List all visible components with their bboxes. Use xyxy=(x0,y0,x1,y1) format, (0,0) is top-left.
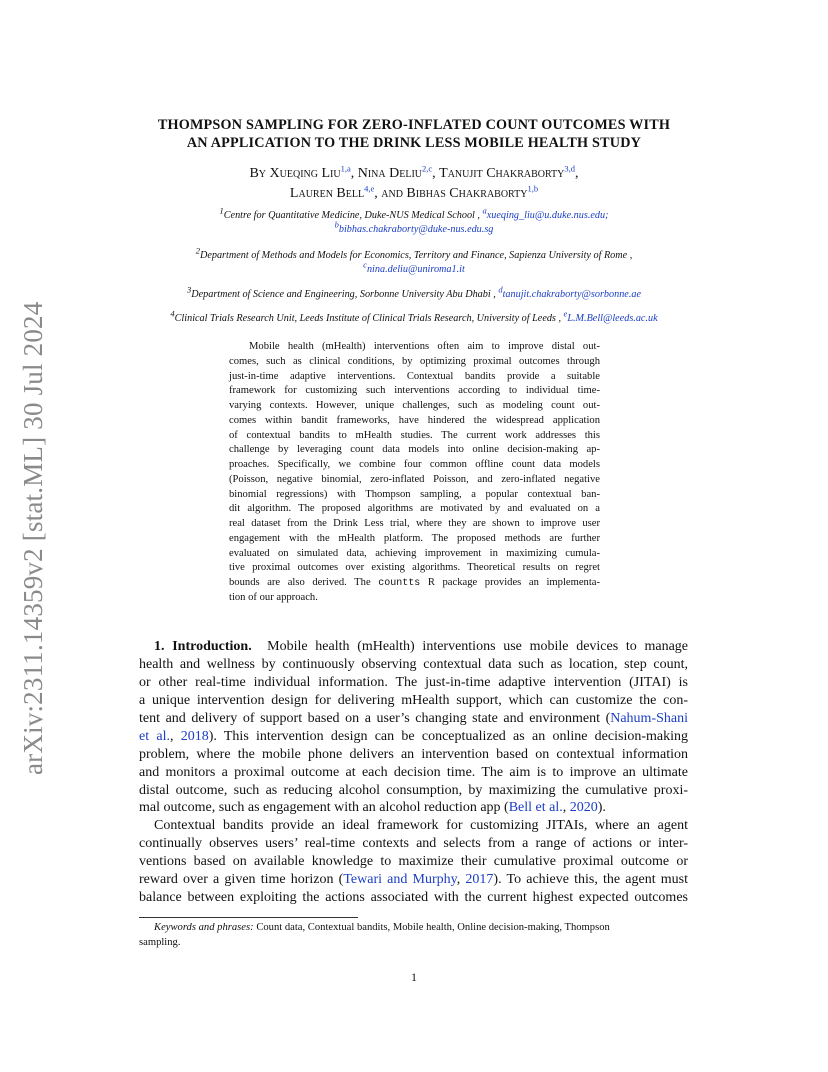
affiliation-3: $^3$Department of Science and Engineering, Sorbonne University Abu Dhabi , $^d$tanujit.chakraborty@sorbonne.ae xyxy=(187,284,641,300)
body-line: ventions based on available knowledge to maximize their cumulative proximal outcome or xyxy=(139,854,688,870)
citation-link-tewari[interactable]: Tewari and Murphy xyxy=(343,872,457,888)
abstract-line: just-in-time adaptive interventions. Contextual bandits provide a suitable xyxy=(229,370,600,382)
keywords-footnote: Keywords and phrases: Count data, Contextual bandits, Mobile health, Online decision-making, Thompson sampling. xyxy=(139,922,610,948)
author-4-affil-link[interactable]: 4,e xyxy=(364,183,375,194)
email-link-nina[interactable]: nina.deliu@uniroma1.it xyxy=(366,264,465,275)
body-line: health and wellness by continuously observing contextual data such as location, step count, xyxy=(139,656,688,672)
abstract-line: binomial regressions) with Thompson sampling, a popular contextual ban- xyxy=(229,488,600,500)
author-line-1: By Xueqing Liu$^{1,a}$, Nina Deliu$^{2,c}$, Tanujit Chakraborty$^{3,d}$, xyxy=(249,163,579,181)
body-line: problem, where the mobile phone delivers an intervention based on contextual information xyxy=(139,746,688,762)
citation-link-nahum-shani[interactable]: Nahum-Shani xyxy=(610,710,688,726)
author-4: Lauren Bell xyxy=(289,186,365,201)
email-link-xueqing[interactable]: xueqing_liu@u.duke.nus.edu; xyxy=(486,210,609,221)
abstract-line: (Poisson, negative binomial, zero-inflated Poisson, and zero-inflated negative xyxy=(229,473,600,485)
abstract-line: dit algorithm. The proposed algorithms are motivated by and evaluated on a xyxy=(229,503,600,515)
affiliation-4: $^4$Clinical Trials Research Unit, Leeds Institute of Clinical Trials Research, University of Leeds , $^e$L.M.Bell@leeds.ac.uk xyxy=(170,308,658,324)
arxiv-side-stamp xyxy=(14,290,50,775)
email-link-bibhas[interactable]: bibhas.chakraborty@duke-nus.edu.sg xyxy=(338,224,494,235)
abstract-line: evaluated on simulated data, achieving improvement in maximizing cumula- xyxy=(229,547,600,559)
email-link-lauren[interactable]: L.M.Bell@leeds.ac.uk xyxy=(567,313,658,324)
page-number: 1 xyxy=(411,970,417,984)
abstract-line: challenge by leveraging count data models into online decision-making ap- xyxy=(229,444,600,456)
abstract-line: tive proximal outcomes over existing algorithms. Theoretical results on regret xyxy=(229,562,600,574)
abstract-line: framework for customizing such interventions according to individual time- xyxy=(229,385,600,397)
abstract-line: proaches. Specifically, we combine four common offline count data models xyxy=(229,459,600,470)
author-3-affil-link[interactable]: 3,d xyxy=(564,163,576,174)
abstract-line: Mobile health (mHealth) interventions often aim to improve distal out- xyxy=(249,341,600,352)
abstract-line: real dataset from the Drink Less trial, where they are shown to improve user xyxy=(229,518,600,529)
body-line: 1. Introduction. Mobile health (mHealth) interventions use mobile devices to manage xyxy=(154,639,688,654)
title-line-2: AN APPLICATION TO THE DRINK LESS MOBILE HEALTH STUDY xyxy=(186,135,642,151)
body-line: and monitors a proximal outcome at each decision time. The aim is to improve an ultimate xyxy=(139,764,688,780)
author-2-affil-link[interactable]: 2,c xyxy=(422,163,433,174)
body-line: a unique intervention design for delivering mHealth support, which can customize the con- xyxy=(139,692,688,708)
abstract-line: of contextual bandits to mHealth studies. The current work addresses this xyxy=(229,429,600,441)
body-line: distal outcome, such as reducing alcohol consumption, by maximizing the cumulative proxi- xyxy=(139,782,688,798)
by-label: By xyxy=(249,166,267,181)
citation-link-bell[interactable]: Bell et al. xyxy=(508,800,563,816)
arxiv-identifier: arXiv:2311.14359v2 [stat.ML] 30 Jul 2024 xyxy=(18,301,48,775)
body-line: reward over a given time horizon (Tewari and Murphy, 2017). To achieve this, the agent must xyxy=(139,872,688,888)
author-list xyxy=(120,164,708,204)
abstract xyxy=(229,340,600,606)
body-line: mal outcome, such as engagement with an alcohol reduction app (Bell et al., 2020). xyxy=(139,800,606,816)
author-3: Tanujit Chakraborty xyxy=(439,166,565,181)
affiliation-2: $^2$Department of Methods and Models for Economics, Territory and Finance, Sapienza University of Rome , $^c$nina.deliu@uniroma1.it xyxy=(195,245,633,275)
email-link-tanujit[interactable]: tanujit.chakraborty@sorbonne.ae xyxy=(502,289,641,300)
keywords-text: Count data, Contextual bandits, Mobile health, Online decision-making, Thompson xyxy=(253,922,610,933)
citation-year-link-2020[interactable]: 2020 xyxy=(569,800,598,816)
body-line: Contextual bandits provide an ideal framework for customizing JITAIs, where an agent xyxy=(154,818,688,834)
abstract-line: varying contexts. However, unique challenges, such as modeling count out- xyxy=(229,400,600,411)
body-line: balance between exploiting the actions associated with the current highest expected outcomes xyxy=(139,890,688,906)
citation-link-nahum-shani-cont[interactable]: et al. xyxy=(139,728,170,744)
abstract-line: comes within bandit frameworks, have hindered the widespread application xyxy=(229,414,600,426)
body-line: tent and delivery of support based on a user’s changing state and environment (Nahum-Shani xyxy=(139,710,688,726)
author-1: Xueqing Liu xyxy=(269,166,341,181)
author-line-2: Lauren Bell$^{4,e}$, and Bibhas Chakraborty$^{1,b}$ xyxy=(289,183,539,201)
and-label: and xyxy=(381,186,403,201)
body-line: et al., 2018). This intervention design can be conceptualized as an online decision-making xyxy=(139,728,688,744)
affiliation-1: $^1$Centre for Quantitative Medicine, Duke-NUS Medical School , $^a$xueqing_liu@u.duke.nus.edu; $^b$bibhas.chakraborty@duke-nus.edu.sg xyxy=(219,205,609,235)
body-line: continually observes users’ real-time contexts and selects from a range of actions or inter- xyxy=(139,836,688,852)
abstract-line: bounds are also derived. The countts R package provides an implementa- xyxy=(229,577,600,589)
abstract-line: comes, such as clinical conditions, by optimizing proximal outcomes through xyxy=(229,355,600,367)
author-2: Nina Deliu xyxy=(357,166,422,181)
abstract-line: tion of our approach. xyxy=(229,591,318,603)
introduction-section xyxy=(139,638,688,907)
author-5: Bibhas Chakraborty xyxy=(406,186,528,201)
footnote-rule xyxy=(139,917,358,918)
citation-year-link-2017[interactable]: 2017 xyxy=(465,872,494,888)
package-name-code: countts xyxy=(378,578,421,589)
paper-title xyxy=(120,116,708,152)
keywords-label: Keywords and phrases: xyxy=(154,922,254,933)
author-1-affil-link[interactable]: 1,a xyxy=(340,163,351,174)
body-line: or other real-time individual information. The just-in-time adaptive intervention (JITAI) is xyxy=(139,674,688,690)
citation-year-link-2018[interactable]: 2018 xyxy=(180,728,209,744)
author-5-affil-link[interactable]: 1,b xyxy=(527,183,539,194)
section-heading: 1. Introduction. xyxy=(154,639,252,654)
title-line-1: THOMPSON SAMPLING FOR ZERO-INFLATED COUNT OUTCOMES WITH xyxy=(157,117,671,133)
abstract-line: engagement with the mHealth platform. The proposed methods are further xyxy=(229,532,600,544)
